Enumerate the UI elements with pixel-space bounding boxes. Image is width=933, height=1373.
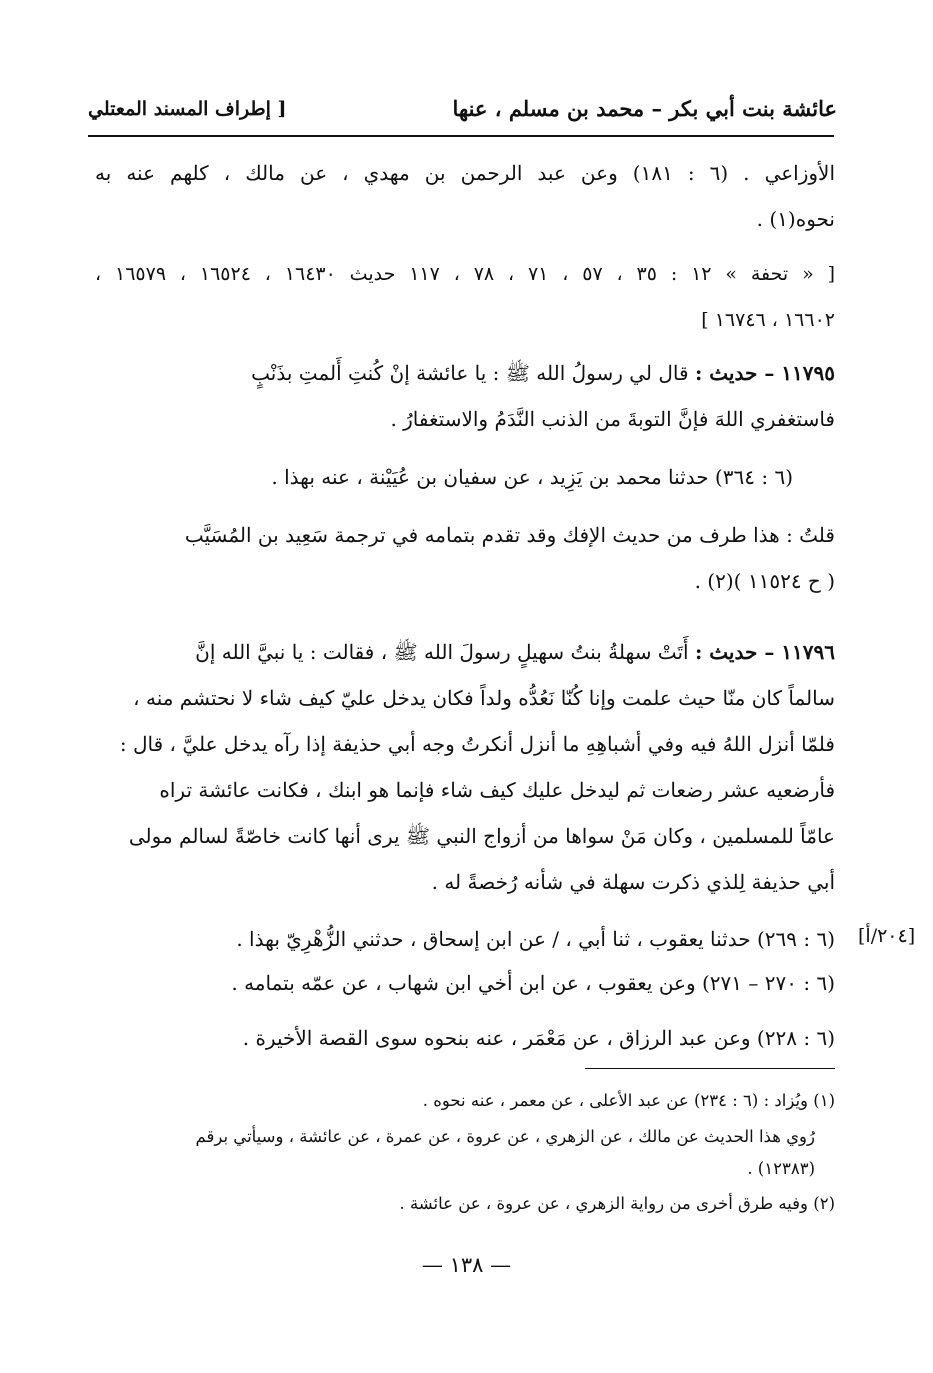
hadith-number: ١١٧٩٦ – حديث : <box>694 640 835 664</box>
text-line: عامّاً للمسلمين ، وكان مَنْ سواها من أزواج النبي ﷺ يرى أنها كانت خاصّةً لسالم مولى <box>128 824 835 848</box>
header-rule <box>88 135 834 137</box>
text-line: سالماً كان منّا حيث علمت وإنا كُنّا نَعُدُّه ولداً فكان يدخل عليّ كيف شاء لا نحتشم منه ، <box>133 686 835 710</box>
footnote: (١) ويُزاد : (٦ : ٢٣٤) عن عبد الأعلى ، عن معمر ، عنه نحوه . <box>422 1091 835 1110</box>
running-header-book: [ إطراف المسند المعتلي <box>88 98 287 120</box>
isnad-line: (٦ : ٢٦٩) حدثنا يعقوب ، ثنا أبي ، / عن ابن إسحاق ، حدثني الزُّهْرِيّ بهذا . <box>236 927 835 951</box>
footnote: (٢) وفيه طرق أخرى من رواية الزهري ، عن عروة ، عن عائشة . <box>399 1194 835 1213</box>
margin-folio-note: [٢٠٤/أ] <box>858 925 916 947</box>
tuhfa-reference-cont: ١٦٦٠٢ ، ١٦٧٤٦ ] <box>701 309 835 331</box>
hadith-text: قال لي رسولُ الله ﷺ : يا عائشة إنْ كُنتِ أَلمتِ بذَنْبٍ <box>251 361 689 385</box>
running-header-title: عائشة بنت أبي بكر – محمد بن مسلم ، عنها <box>452 96 837 121</box>
text-line: فلمّا أنزل اللهُ فيه وفي أشباهِهِ ما أنزل أنكرتُ وجه أبي حذيفة إذا رآه يدخل عليَّ ، قال : <box>119 732 835 756</box>
hadith-11795-line <box>251 358 835 388</box>
hadith-number: ١١٧٩٥ – حديث : <box>694 361 835 385</box>
text-line: فأرضعيه عشر رضعات ثم ليدخل عليك كيف شاء فإنما هو ابنك ، فكانت عائشة تراه <box>159 778 835 802</box>
tuhfa-reference: [ « تحفة » ١٢ : ٣٥ ، ٥٧ ، ٧١ ، ٧٨ ، ١١٧ حديث ١٦٤٣٠ ، ١٦٥٢٤ ، ١٦٥٧٩ ، <box>95 263 835 285</box>
hadith-text: أَتَتْ سهلةُ بنتُ سهيلٍ رسولَ الله ﷺ ، فقالت : يا نبيَّ الله إنَّ <box>195 640 689 664</box>
footnote: (١٢٣٨٣) . <box>747 1159 815 1178</box>
text-line: ( ح ١١٥٢٤ )(٢) . <box>694 569 835 593</box>
text-line: أبي حذيفة لِلذي ذكرت سهلة في شأنه رُخصةً له . <box>431 870 835 894</box>
text-line: قلتُ : هذا طرف من حديث الإفك وقد تقدم بتمامه في ترجمة سَعِيد بن المُسَيَّب <box>184 523 835 547</box>
footnote: رُوي هذا الحديث عن مالك ، عن الزهري ، عن عروة ، عن عمرة ، عن عائشة ، وسيأتي برقم <box>195 1127 815 1146</box>
isnad-line: (٦ : ٣٦٤) حدثنا محمد بن يَزِيد ، عن سفيان بن عُيَيْنة ، عنه بهذا . <box>271 465 793 489</box>
text-line: الأوزاعي . (٦ : ١٨١) وعن عبد الرحمن بن مهدي ، عن مالك ، كلهم عنه به <box>95 161 836 185</box>
page-number: — ١٣٨ — <box>421 1253 512 1277</box>
isnad-line: (٦ : ٢٢٨) وعن عبد الرزاق ، عن مَعْمَر ، عنه بنحوه سوى القصة الأخيرة . <box>242 1026 835 1050</box>
text-line: فاستغفري اللهَ فإنَّ التوبةَ من الذنب النَّدَمُ والاستغفارُ . <box>390 407 835 431</box>
text-line: نحوه(١) . <box>756 207 835 231</box>
footnote-rule <box>585 1068 835 1069</box>
isnad-line: (٦ : ٢٧٠ – ٢٧١) وعن يعقوب ، عن ابن أخي ابن شهاب ، عن عمّه بتمامه . <box>231 971 835 995</box>
hadith-11796-line <box>195 637 835 667</box>
